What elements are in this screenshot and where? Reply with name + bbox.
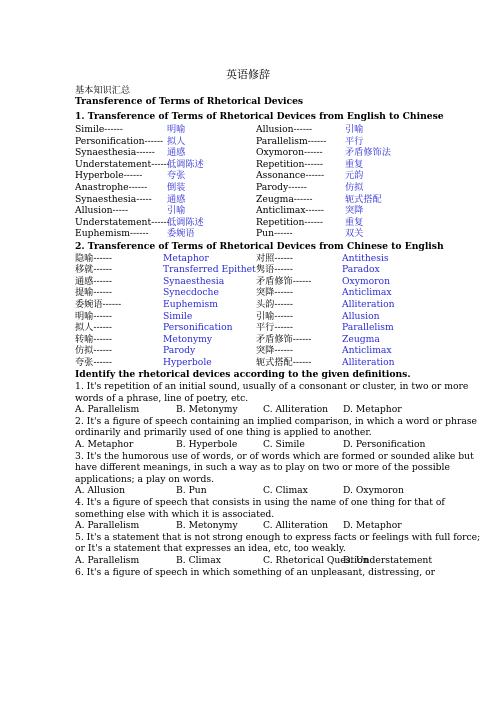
section2-row: [75, 264, 425, 275]
subtitle: 基本知识汇总: [75, 85, 131, 96]
section1-cell: Oxymoron------: [256, 147, 323, 159]
section2-cell: 矛盾修饰------: [256, 333, 312, 345]
section1-cell: Anastrophe------: [75, 182, 148, 193]
page-title: 英语修辞: [226, 68, 270, 81]
section2-cell: 明喻------: [75, 310, 113, 322]
answer-options: [75, 555, 433, 566]
section2-cell: 仿拟------: [75, 345, 113, 357]
section1-row: [75, 194, 425, 205]
question-text: 3. It's the humorous use of words, or of words which are formed or sounded alike but: [75, 450, 474, 462]
question-text: applications; a play on words.: [75, 473, 215, 485]
question-text: 4. It's a figure of speech that consists in using the name of one thing for that of: [75, 497, 445, 508]
section2-cell: 突降------: [256, 287, 294, 299]
section2-row: [75, 276, 425, 287]
exercise-heading: Identify the rhetorical devices according to the given definitions.: [75, 369, 411, 380]
section1-cell: 仿拟: [345, 182, 364, 193]
section1-cell: Synaesthesia-----: [75, 193, 152, 205]
answer-option[interactable]: B. Pun: [176, 485, 207, 497]
section1-cell: 元韵: [345, 170, 364, 182]
section1-cell: Assonance------: [256, 170, 325, 182]
section1-cell: Euphemism------: [75, 228, 149, 240]
section2-row: [75, 253, 425, 264]
answer-options: [75, 404, 425, 415]
section1-cell: Anticlimax------: [256, 205, 325, 217]
answer-option[interactable]: C. Simile: [263, 439, 305, 450]
answer-option[interactable]: C. Climax: [263, 485, 308, 497]
section2-cell: Paradox: [342, 264, 380, 276]
section2-cell: Oxymoron: [342, 275, 390, 287]
section1-cell: Parallelism------: [256, 135, 327, 147]
main-heading: Transference of Terms of Rhetorical Devices: [75, 96, 304, 107]
section2-row: [75, 299, 425, 310]
section1-cell: 矛盾修饰法: [345, 147, 391, 159]
answer-option[interactable]: A. Parallelism: [75, 520, 140, 532]
answer-option[interactable]: B. Metonymy: [176, 404, 238, 416]
answer-option[interactable]: B. Hyperbole: [176, 439, 238, 450]
section1-cell: 重复: [345, 216, 364, 228]
question-text: 1. It's repetition of an initial sound, usually of a consonant or cluster, in two or more: [75, 381, 469, 392]
section1-cell: 引喻: [167, 205, 186, 217]
section2-cell: Synaesthesia: [163, 275, 225, 287]
section1-cell: 拟人: [167, 135, 186, 147]
section1-cell: Understatement------: [75, 216, 170, 228]
section1-cell: 委婉语: [167, 228, 195, 240]
answer-option[interactable]: B. Climax: [176, 555, 221, 566]
section2-cell: 对照------: [256, 252, 294, 264]
section1-row: [75, 205, 425, 216]
section1-row: [75, 170, 425, 181]
section1-cell: 倒装: [167, 182, 186, 193]
section1-row: [75, 124, 425, 135]
section2-row: [75, 322, 425, 333]
section2-cell: 隽语------: [256, 264, 294, 276]
section2-cell: 夸张------: [75, 356, 113, 368]
answer-option[interactable]: C. Alliteration: [263, 404, 329, 416]
section2-cell: Alliteration: [342, 298, 395, 310]
answer-option[interactable]: C. Rhetorical Question: [263, 555, 369, 566]
answer-option[interactable]: D. Oxymoron: [343, 485, 404, 497]
section2-cell: Personification: [163, 322, 233, 334]
section1-cell: 通感: [167, 147, 186, 159]
section2-cell: 平行------: [256, 322, 294, 334]
question-text: words of a phrase, line of poetry, etc.: [75, 392, 249, 404]
question-text: 5. It's a statement that is not strong enough to express facts or feelings with full force;: [75, 531, 481, 543]
section2-cell: Transferred Epithet: [163, 264, 256, 276]
answer-option[interactable]: B. Metonymy: [176, 520, 238, 532]
section1-cell: Allusion-----: [75, 205, 129, 217]
section1-cell: 通感: [167, 193, 186, 205]
section2-cell: 突降------: [256, 345, 294, 357]
section1-cell: 突降: [345, 205, 364, 217]
section2-cell: 通感------: [75, 275, 113, 287]
question-text: 6. It's a figure of speech in which something of an unpleasant, distressing, or: [75, 566, 436, 578]
question-text: something else with which it is associated.: [75, 508, 275, 520]
section2-cell: 轭式搭配------: [256, 356, 312, 368]
question-text: 2. It's a figure of speech containing an implied comparison, in which a word or phrase: [75, 415, 477, 427]
answer-options: [75, 485, 425, 496]
section1-cell: Simile------: [75, 124, 123, 135]
section2-cell: 移就------: [75, 264, 113, 276]
section1-cell: Repetition------: [256, 158, 324, 170]
section1-cell: 夸张: [167, 170, 186, 182]
section2-heading: 2. Transference of Terms of Rhetorical Devices from Chinese to English: [75, 240, 444, 252]
question-text: have different meanings, in such a way as to play on two or more of the possible: [75, 462, 450, 474]
answer-option[interactable]: A. Parallelism: [75, 555, 140, 566]
section1-row: [75, 228, 425, 239]
section1-cell: Allusion------: [256, 124, 313, 135]
section1-cell: Parody------: [256, 182, 307, 193]
section1-cell: 轭式搭配: [345, 193, 382, 205]
section2-cell: Metonymy: [163, 333, 213, 345]
section2-cell: Anticlimax: [342, 345, 392, 357]
section2-cell: 提喻------: [75, 287, 113, 299]
section1-cell: 双关: [345, 228, 364, 240]
section2-cell: Zeugma: [342, 333, 380, 345]
section1-cell: 平行: [345, 135, 364, 147]
section1-row: [75, 136, 425, 147]
section1-cell: 重复: [345, 158, 364, 170]
section1-cell: Repetition------: [256, 216, 324, 228]
section1-row: [75, 182, 425, 193]
section2-cell: Parallelism: [342, 322, 394, 334]
answer-options: [75, 520, 425, 531]
answer-option[interactable]: D. Metaphor: [343, 520, 402, 532]
section1-cell: Synaesthesia------: [75, 147, 155, 159]
section2-cell: Simile: [163, 310, 193, 322]
answer-option[interactable]: A. Parallelism: [75, 404, 140, 416]
section1-heading: 1. Transference of Terms of Rhetorical Devices from English to Chinese: [75, 111, 444, 122]
answer-option[interactable]: D. Personification: [343, 439, 426, 450]
answer-option[interactable]: C. Alliteration: [263, 520, 329, 532]
section2-cell: Antithesis: [342, 252, 389, 264]
section2-cell: 转喻------: [75, 333, 113, 345]
section2-row: [75, 311, 425, 322]
question-text: ordinarily and primarily used of one thing is applied to another.: [75, 427, 372, 439]
section1-cell: 低调陈述: [167, 158, 204, 170]
section1-cell: 明喻: [167, 124, 186, 135]
section2-cell: 拟人------: [75, 322, 113, 334]
section1-cell: Hyperbole------: [75, 170, 143, 182]
section2-cell: Metaphor: [163, 252, 209, 264]
section2-cell: 矛盾修饰------: [256, 275, 312, 287]
section2-cell: Anticlimax: [342, 287, 392, 299]
section2-cell: Alliteration: [342, 356, 395, 368]
section1-row: [75, 217, 425, 228]
section2-cell: Synecdoche: [163, 287, 219, 299]
section1-cell: Pun------: [256, 228, 293, 240]
question-text: or It's a statement that expresses an idea, etc, too weakly.: [75, 543, 346, 555]
section2-cell: Euphemism: [163, 298, 218, 310]
section1-cell: Personification------: [75, 135, 164, 147]
section2-cell: 隐喻------: [75, 252, 113, 264]
section1-cell: 引喻: [345, 124, 364, 135]
section1-cell: Understatement------: [75, 158, 170, 170]
section2-cell: 引喻------: [256, 310, 294, 322]
answer-options: [75, 439, 425, 450]
section2-cell: 头韵------: [256, 298, 294, 310]
section2-cell: Hyperbole: [163, 356, 212, 368]
answer-option[interactable]: A. Allusion: [75, 485, 126, 497]
section1-cell: Zeugma------: [256, 193, 313, 205]
answer-option[interactable]: D. Understatement: [343, 555, 433, 566]
section2-row: [75, 334, 425, 345]
section1-cell: 低调陈述: [167, 216, 204, 228]
section2-row: [75, 345, 425, 356]
section2-cell: Allusion: [342, 310, 380, 322]
section1-row: [75, 159, 425, 170]
section2-cell: 委婉语------: [75, 298, 122, 310]
section2-row: [75, 287, 425, 298]
section2-cell: Parody: [163, 345, 196, 357]
answer-option[interactable]: A. Metaphor: [75, 439, 134, 450]
section2-row: [75, 357, 425, 368]
section1-row: [75, 147, 425, 158]
answer-option[interactable]: D. Metaphor: [343, 404, 402, 416]
